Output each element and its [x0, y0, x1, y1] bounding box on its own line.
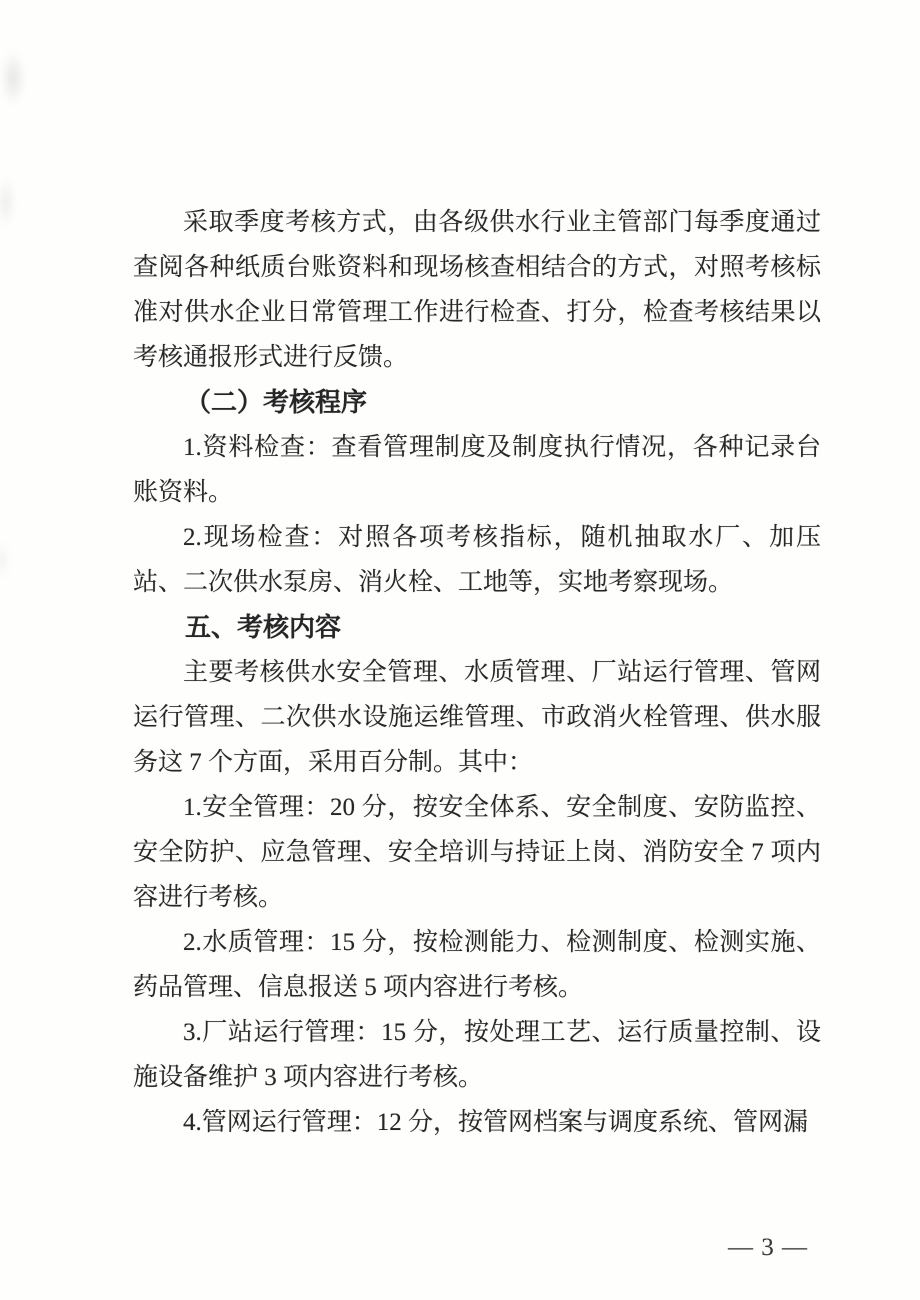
paragraph-assessment-method: 采取季度考核方式，由各级供水行业主管部门每季度通过查阅各种纸质台账资料和现场核查相结合的方式，对照考核标准对供水企业日常管理工作进行检查、打分，检查考核结果以考核通报形式进行反馈。	[133, 209, 821, 371]
document-body	[133, 200, 821, 1145]
paragraph-pipe-network-management: 4.管网运行管理：12 分，按管网档案与调度系统、管网漏	[183, 1109, 809, 1136]
paragraph-safety-management: 1.安全管理：20 分，按安全体系、安全制度、安防监控、安全防护、应急管理、安全培训与持证上岗、消防安全 7 项内容进行考核。	[133, 794, 821, 911]
paragraph-content-overview: 主要考核供水安全管理、水质管理、厂站运行管理、管网运行管理、二次供水设施运维管理、市政消火栓管理、供水服务这 7 个方面，采用百分制。其中：	[133, 659, 821, 776]
scan-smudge	[0, 50, 26, 106]
paragraph-water-quality-management: 2.水质管理：15 分，按检测能力、检测制度、检测实施、药品管理、信息报送 5 项内容进行考核。	[133, 929, 821, 1001]
paragraph-site-check: 2.现场检查：对照各项考核指标，随机抽取水厂、加压站、二次供水泵房、消火栓、工地等，实地考察现场。	[133, 524, 821, 596]
paragraph-plant-station-management: 3.厂站运行管理：15 分，按处理工艺、运行质量控制、设施设备维护 3 项内容进行考核。	[133, 1019, 821, 1091]
heading-assessment-procedure: （二）考核程序	[185, 388, 368, 417]
scan-smudge	[0, 176, 16, 228]
heading-assessment-content: 五、考核内容	[185, 612, 342, 642]
page-number: — 3 —	[728, 1234, 808, 1261]
scan-smudge	[0, 540, 10, 580]
paragraph-document-check: 1.资料检查：查看管理制度及制度执行情况，各种记录台账资料。	[133, 434, 821, 506]
